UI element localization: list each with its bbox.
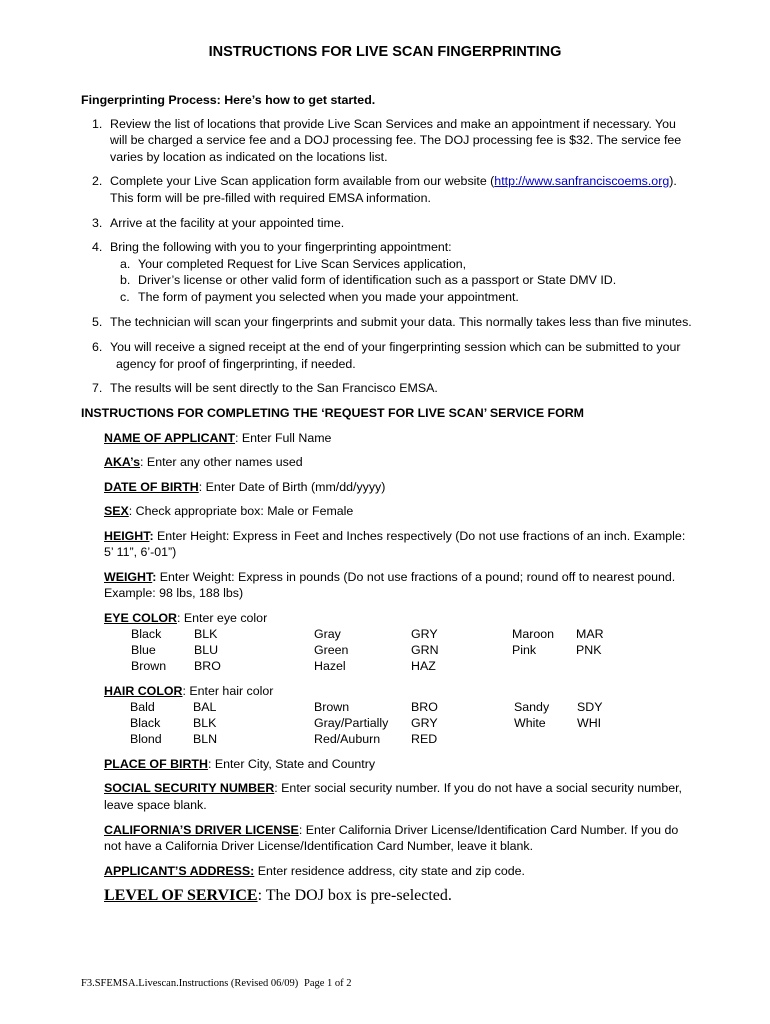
step-2: 2. Complete your Live Scan application form available from our website (http://www.sanfranciscoems.org).: [92, 174, 677, 188]
step-4-sub-c: c. The form of payment you selected when you made your appointment.: [120, 290, 519, 304]
step-number: 2.: [92, 174, 103, 188]
field-cdl-line-2: not have a California Driver License/Identification Card Number, leave it blank.: [104, 839, 534, 853]
eye-color-code: PNK: [576, 643, 602, 657]
field-level-of-service: LEVEL OF SERVICE: The DOJ box is pre-selected.: [104, 887, 452, 904]
eye-color-code: BLK: [194, 627, 218, 641]
field-hair-color: HAIR COLOR: Enter hair color: [104, 684, 274, 698]
hair-color-name: Bald: [130, 700, 155, 714]
eye-color-name: Hazel: [314, 659, 346, 673]
step-number: 5.: [92, 315, 103, 329]
field-name-of-applicant: NAME OF APPLICANT: Enter Full Name: [104, 431, 332, 445]
step-number: 7.: [92, 381, 103, 395]
eye-color-code: GRY: [411, 627, 438, 641]
hair-color-name: White: [514, 716, 546, 730]
field-applicant-address: APPLICANT’S ADDRESS: Enter residence address, city state and zip code.: [104, 864, 525, 878]
hair-color-name: Black: [130, 716, 161, 730]
page-title: INSTRUCTIONS FOR LIVE SCAN FINGERPRINTING: [208, 44, 562, 60]
step-4: 4. Bring the following with you to your fingerprinting appointment:: [92, 240, 452, 254]
step-4-sub-a: a. Your completed Request for Live Scan Services application,: [120, 257, 467, 271]
hair-color-code: RED: [411, 732, 438, 746]
field-social-security-number: SOCIAL SECURITY NUMBER: Enter social security number. If you do not have a social security number,: [104, 781, 682, 795]
hair-color-name: Blond: [130, 732, 162, 746]
step-6: 6. You will receive a signed receipt at the end of your fingerprinting session which can be submitted to your: [92, 340, 681, 354]
hair-color-code: WHI: [577, 716, 602, 730]
hair-color-name: Red/Auburn: [314, 732, 381, 746]
hair-color-code: BLN: [193, 732, 218, 746]
field-weight-line-2: Example: 98 lbs, 188 lbs): [104, 586, 244, 600]
form-heading: INSTRUCTIONS FOR COMPLETING THE ‘REQUEST FOR LIVE SCAN’ SERVICE FORM: [81, 406, 584, 420]
field-california-driver-license: CALIFORNIA’S DRIVER LICENSE: Enter California Driver License/Identification Card Number. If you do: [104, 823, 679, 837]
step-5: 5. The technician will scan your fingerprints and submit your data. This normally takes less than five minutes.: [92, 315, 692, 329]
field-place-of-birth: PLACE OF BIRTH: Enter City, State and Country: [104, 757, 376, 771]
eye-color-name: Green: [314, 643, 349, 657]
field-sex: SEX: Check appropriate box: Male or Female: [104, 504, 354, 518]
step-number: 4.: [92, 240, 103, 254]
hair-color-code: BAL: [193, 700, 217, 714]
step-1: 1. Review the list of locations that provide Live Scan Services and make an appointment if necessary. You: [92, 117, 676, 131]
eye-color-code: MAR: [576, 627, 604, 641]
step-2-line-2: This form will be pre-filled with required EMSA information.: [110, 191, 431, 205]
step-number: 1.: [92, 117, 103, 131]
field-akas: AKA’s: Enter any other names used: [104, 455, 303, 469]
step-1-line-2: will be charged a service fee and a DOJ processing fee. The DOJ processing fee is $32. The service fee: [110, 133, 682, 147]
step-4-sub-b: b. Driver’s license or other valid form of identification such as a passport or State DMV ID.: [120, 273, 617, 287]
step-number: 3.: [92, 216, 103, 230]
eye-color-name: Maroon: [512, 627, 555, 641]
step-1-line-3: varies by location as indicated on the locations list.: [110, 150, 388, 164]
hair-color-code: BLK: [193, 716, 217, 730]
eye-color-name: Pink: [512, 643, 537, 657]
eye-color-name: Gray: [314, 627, 341, 641]
process-heading: Fingerprinting Process: Here’s how to get started.: [81, 93, 376, 107]
hair-color-name: Sandy: [514, 700, 550, 714]
field-height-line-2: 5’ 11”, 6’-01”): [104, 545, 177, 559]
field-weight: WEIGHT: Enter Weight: Express in pounds (Do not use fractions of a pound; round off to nearest pound.: [104, 570, 676, 584]
eye-color-name: Brown: [131, 659, 167, 673]
hair-color-code: SDY: [577, 700, 603, 714]
step-7: 7. The results will be sent directly to the San Francisco EMSA.: [92, 381, 438, 395]
eye-color-name: Blue: [131, 643, 156, 657]
hair-color-code: GRY: [411, 716, 438, 730]
hair-color-code: BRO: [411, 700, 438, 714]
step-3: 3. Arrive at the facility at your appointed time.: [92, 216, 345, 230]
footer-form-id: F3.SFEMSA.Livescan.Instructions (Revised 06/09): [81, 978, 299, 989]
eye-color-name: Black: [131, 627, 162, 641]
hair-color-name: Gray/Partially: [314, 716, 389, 730]
website-link[interactable]: http://www.sanfranciscoems.org: [494, 174, 670, 188]
field-eye-color: EYE COLOR: Enter eye color: [104, 611, 268, 625]
field-date-of-birth: DATE OF BIRTH: Enter Date of Birth (mm/dd/yyyy): [104, 480, 386, 494]
hair-color-name: Brown: [314, 700, 350, 714]
field-ssn-line-2: leave space blank.: [104, 798, 207, 812]
step-6-line-2: agency for proof of fingerprinting, if needed.: [116, 357, 356, 371]
step-number: 6.: [92, 340, 103, 354]
footer-page-number: Page 1 of 2: [304, 978, 352, 989]
field-height: HEIGHT: Enter Height: Express in Feet and Inches respectively (Do not use fractions of an inch. Example:: [104, 529, 686, 543]
eye-color-code: BRO: [194, 659, 221, 673]
eye-color-code: GRN: [411, 643, 439, 657]
eye-color-code: BLU: [194, 643, 219, 657]
eye-color-code: HAZ: [411, 659, 436, 673]
